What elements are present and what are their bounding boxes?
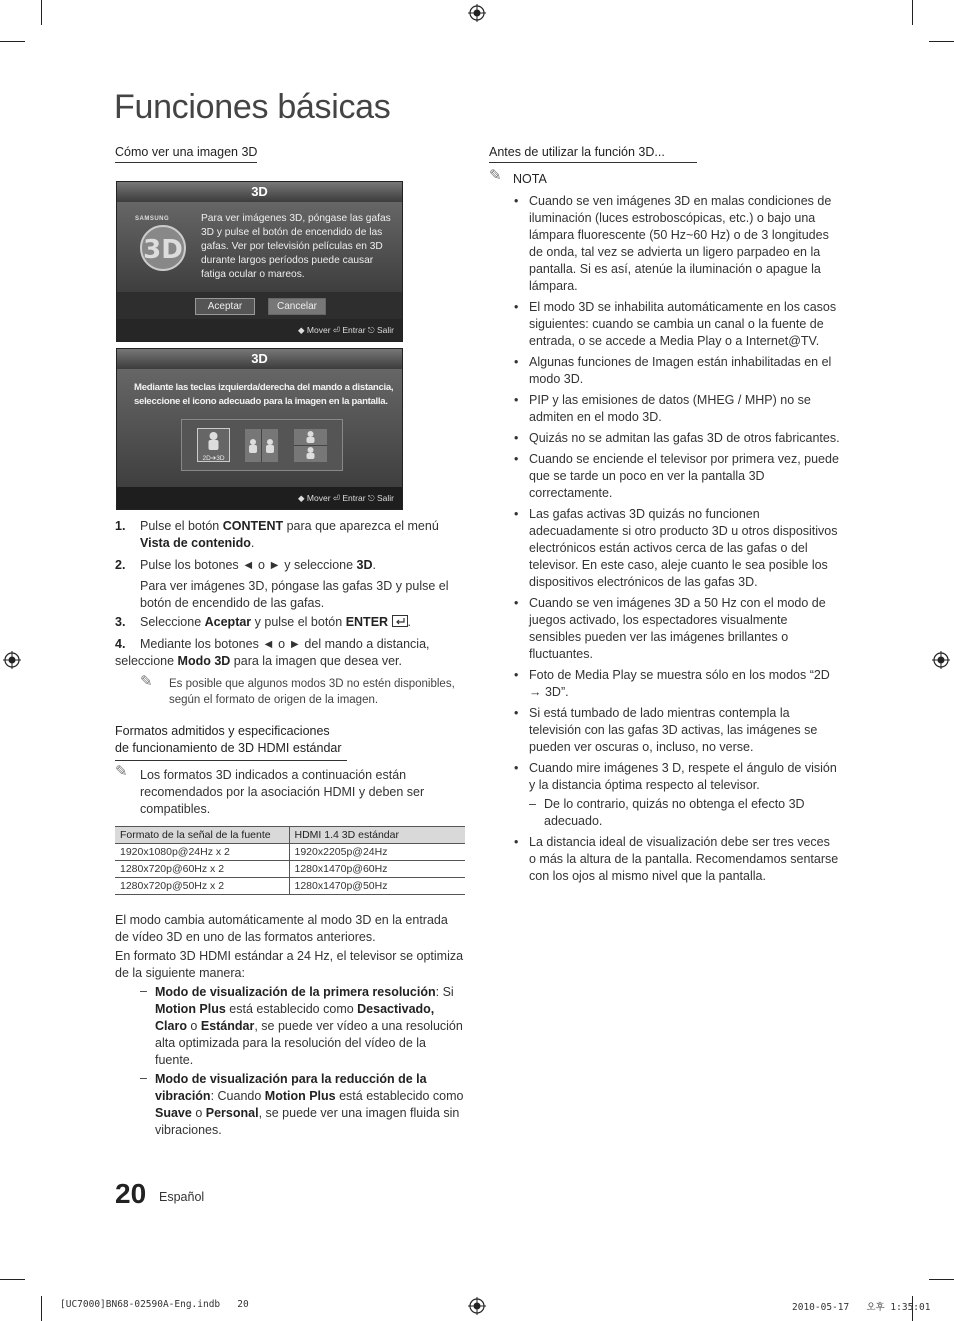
crop-mark [0, 1279, 25, 1280]
list-item: • Cuando se enciende el televisor por primera vez, puede que se tarde un poco en ver la pantalla 3D correctamente. [514, 452, 839, 500]
side-by-side-icon [245, 429, 278, 462]
list-item: • PIP y las emisiones de datos (MHEG / MHP) no se admiten en el modo 3D. [514, 393, 811, 424]
crop-mark [929, 41, 954, 42]
dash-item-vibration: Modo de visualización para la reducción de la vibración: Cuando Motion Plus está establecido como Suave o Personal, se puede ver una imagen fluida sin vibraciones. [155, 1072, 464, 1137]
step-2: 2. Pulse los botones ◄ o ► y seleccione 3D. Para ver imágenes 3D, póngase las gafas 3D y pulse el botón de encendido de las gafas. [115, 557, 465, 612]
list-item: • El modo 3D se inhabilita automáticamente en los casos siguientes: cuando se cambia un canal o la fuente de entrada, o se accede a Media Play o a Internet@TV. [514, 300, 837, 348]
registration-mark-icon [468, 1297, 486, 1315]
mode-label: 2D➔3D [202, 455, 225, 462]
notes-list [514, 193, 840, 889]
crop-mark [929, 1279, 954, 1280]
crop-mark [41, 0, 42, 25]
tv-screen-3d-warning [116, 181, 403, 342]
crop-mark [912, 0, 913, 25]
table-header: Formato de la señal de la fuente [115, 827, 289, 844]
nota-label: NOTA [513, 172, 547, 186]
page-number: 20 [115, 1178, 147, 1209]
samsung-3d-logo [135, 216, 191, 278]
step-number: 4. [115, 637, 126, 651]
list-item: • Foto de Media Play se muestra sólo en los modos “2D → 3D”. [514, 668, 830, 699]
paragraph: En formato 3D HDMI estándar a 24 Hz, el televisor se optimiza de la siguiente manera: [115, 949, 464, 980]
ok-button[interactable]: Aceptar [195, 298, 255, 315]
list-item: • Las gafas activas 3D quizás no funcionen adecuadamente si otro producto 3D u otros dispositivos electrónicos están activos cerca de las gafas o del televisor. En este caso, aleje cuanto le sea posible los dispositivos electrónicos de las gafas 3D. [514, 507, 838, 589]
step-number: 1. [115, 519, 126, 533]
step-detail: Para ver imágenes 3D, póngase las gafas 3D y pulse el botón de encendido de las gafas. [140, 579, 449, 610]
screen-message: Para ver imágenes 3D, póngase las gafas 3D y pulse el botón de encendido de las gafas. Ver por televisión películas en 3D durante largos períodos puede causar fatiga ocular o mareos. [201, 213, 391, 280]
screen-message: Mediante las teclas izquierda/derecha del mando a distancia, seleccione el icono adecuado para la imagen en la pantalla. [134, 382, 394, 407]
crop-mark [41, 1296, 42, 1321]
cancel-button[interactable]: Cancelar [268, 298, 326, 315]
list-item: • Cuando mire imágenes 3 D, respete el ángulo de visión y la distancia óptima respecto al televisor. [514, 761, 837, 792]
table-header: HDMI 1.4 3D estándar [289, 827, 465, 844]
dash-mark: – [140, 1071, 147, 1085]
note-pencil-icon: ✎ [115, 763, 128, 780]
sub-list-item: – De lo contrario, quizás no obtenga el efecto 3D adecuado. [529, 797, 805, 828]
list-item: • Quizás no se admitan las gafas 3D de otros fabricantes. [514, 431, 840, 445]
registration-mark-icon [468, 4, 486, 22]
formats-note: Los formatos 3D indicados a continuación están recomendados por la asociación HDMI y deben ser compatibles. [140, 768, 425, 816]
print-slug-right: 2010-05-17 오후 1:35:01 [792, 1302, 931, 1313]
formats-table [115, 826, 465, 895]
page-title: Funciones básicas [114, 88, 391, 126]
enter-icon [392, 615, 408, 627]
dash-item-first-resolution: Modo de visualización de la primera resolución: Si Motion Plus está establecido como Desactivado, Claro o Estándar, se puede ver vídeo a una resolución alta optimizada para la resolución del vídeo de la fuente. [155, 985, 463, 1067]
mode-side-by-side-icon[interactable] [245, 429, 278, 462]
brand-label: SAMSUNG [135, 216, 170, 222]
list-item: • La distancia ideal de visualización debe ser tres veces o más la altura de la pantalla. Recomendamos sentarse con los ojos al mismo nivel que la pantalla. [514, 835, 839, 883]
paragraph: El modo cambia automáticamente al modo 3D en la entrada de vídeo 3D en uno de las formatos anteriores. [115, 913, 448, 944]
table-row: 1280x720p@50Hz x 2 1280x1470p@50Hz [115, 878, 465, 895]
svg-text:3D: 3D [143, 235, 183, 265]
table-row: 1280x720p@60Hz x 2 1280x1470p@60Hz [115, 861, 465, 878]
screen-title: 3D [117, 349, 402, 369]
section-heading-formats: Formatos admitidos y especificaciones de funcionamiento de 3D HDMI estándar [115, 723, 347, 761]
list-item: • Algunas funciones de Imagen están inhabilitadas en el modo 3D. [514, 355, 832, 386]
person-icon [198, 429, 229, 451]
step-number: 3. [115, 615, 126, 629]
note-pencil-icon: ✎ [140, 673, 153, 690]
table-row: 1920x1080p@24Hz x 2 1920x2205p@24Hz [115, 844, 465, 861]
page-language: Español [159, 1190, 205, 1204]
dash-mark: – [140, 984, 147, 998]
step-4: 4. Mediante los botones ◄ o ► del mando a distancia, seleccione Modo 3D para la imagen que desea ver. [115, 637, 430, 668]
step-number: 2. [115, 558, 126, 572]
step-1: 1. Pulse el botón CONTENT para que aparezca el menú Vista de contenido. [115, 519, 439, 550]
nav-hint: ◆ Mover ⏎ Entrar ⎋ Salir [117, 319, 402, 341]
note-pencil-icon: ✎ [489, 167, 502, 184]
registration-mark-icon [932, 651, 950, 669]
mode-top-bottom-icon[interactable] [294, 429, 327, 462]
tv-screen-3d-mode [116, 348, 403, 510]
section-heading: Cómo ver una imagen 3D [115, 145, 257, 163]
registration-mark-icon [3, 651, 21, 669]
list-item: • Si está tumbado de lado mientras contempla la televisión con las gafas 3D activas, las imágenes se pueden ver oscuras o, incluso, no verse. [514, 706, 818, 754]
mode-2d-to-3d-icon[interactable] [197, 428, 230, 462]
screen-title: 3D [117, 182, 402, 202]
3d-glasses-logo-icon [135, 222, 191, 274]
step-4-note: Es posible que algunos modos 3D no estén disponibles, según el formato de origen de la imagen. [169, 678, 455, 706]
list-item: • Cuando se ven imágenes 3D en malas condiciones de iluminación (luces estroboscópicas, etc.) o bajo una lámpara fluorescente (50 Hz~60 Hz) o de 3 longitudes de onda, tal vez se advierta un ligero parpadeo en la pantalla. Si es así, atenúe la iluminación o apague la lámpara. [514, 194, 832, 293]
nav-hint: ◆ Mover ⏎ Entrar ⎋ Salir [117, 487, 402, 509]
print-slug-left: [UC7000]BN68-02590A-Eng.indb 20 [60, 1299, 249, 1310]
section-heading-before: Antes de utilizar la función 3D... [489, 145, 697, 163]
crop-mark [0, 41, 25, 42]
top-bottom-icon [294, 429, 327, 462]
list-item: • Cuando se ven imágenes 3D a 50 Hz con el modo de juegos activado, los espectadores visualmente sensibles pueden ver las imágenes brillantes o fluctuantes. [514, 596, 826, 661]
step-3: 3. Seleccione Aceptar y pulse el botón ENTER . [115, 615, 412, 629]
